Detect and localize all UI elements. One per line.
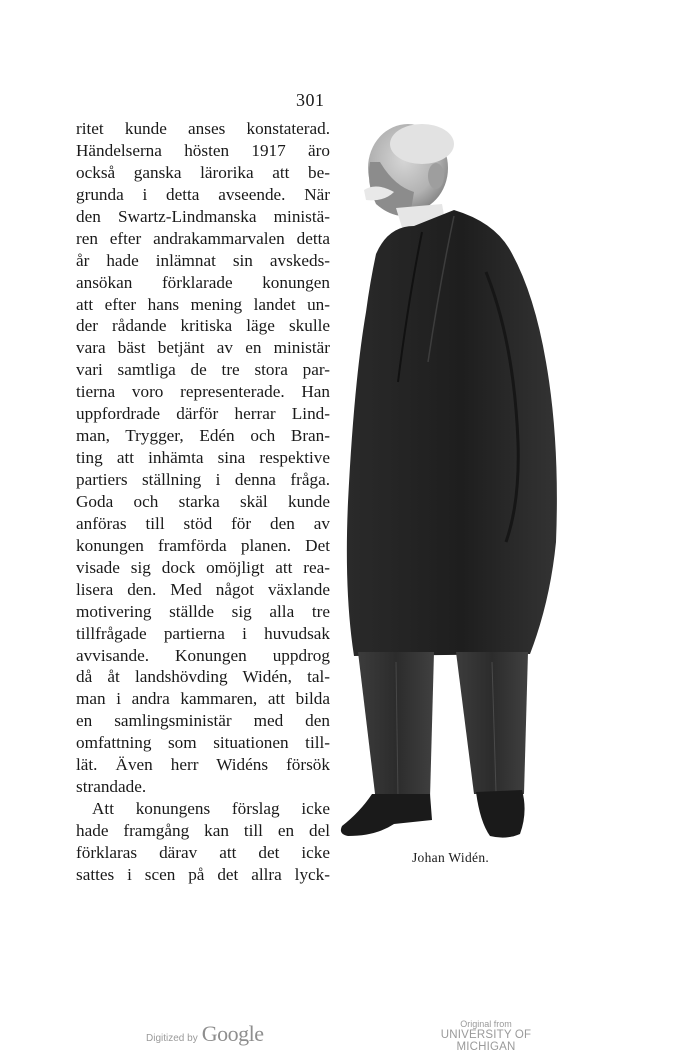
text-line: vari samtliga de tre stora par- (76, 360, 330, 380)
text-line: ting att inhämta sina respektive (76, 448, 330, 468)
text-line: då åt landshövding Widén, tal- (76, 667, 330, 687)
text-line: Att konungens förslag icke (92, 799, 330, 819)
text-line: en samlingsministär med den (76, 711, 330, 731)
google-logo: Google (201, 1021, 264, 1046)
text-line: Goda och starka skäl kunde (76, 491, 330, 511)
text-line: avvisande. Konungen uppdrog (76, 645, 330, 665)
university-label: UNIVERSITY OF MICHIGAN (440, 1029, 532, 1053)
text-line: partiers ställning i denna fråga. (76, 470, 330, 489)
text-line: sattes i scen på det allra lyck- (76, 864, 330, 884)
text-line: hade framgång kan till en del (76, 821, 330, 840)
page-number: 301 (296, 90, 325, 110)
text-line: visade sig dock omöjligt att rea- (76, 557, 330, 577)
digitized-by-watermark (146, 1021, 263, 1047)
text-line: grunda i detta avseende. När (76, 184, 330, 204)
text-line: anföras till stöd för den av (76, 513, 330, 533)
text-line: år hade inlämnat sin avskeds- (76, 250, 330, 270)
text-line: också ganska lärorika att be- (76, 162, 330, 182)
text-line: förklaras därav att det icke (76, 842, 330, 862)
body-text (76, 118, 330, 886)
original-from-watermark (420, 1019, 552, 1053)
text-line: man, Trygger, Edén och Bran- (76, 426, 330, 446)
text-line: uppfordrade därför herrar Lind- (76, 404, 330, 424)
text-line: ritet kunde anses konstaterad. (76, 119, 330, 138)
text-line: konungen framförda planen. Det (76, 535, 330, 555)
text-line: man i andra kammaren, att bilda (76, 689, 330, 709)
text-line: den Swartz-Lindmanska ministä- (76, 206, 330, 226)
original-from-label: Original from (460, 1019, 512, 1029)
text-line: ren efter andrakammarvalen detta (76, 228, 330, 248)
text-line: vara bäst betjänt av en ministär (76, 338, 330, 358)
text-line: tierna voro representerade. Han (76, 382, 330, 402)
text-line: Händelserna hösten 1917 äro (76, 140, 330, 160)
portrait-photo (336, 122, 568, 842)
text-line: strandade. (76, 777, 147, 797)
text-line: der rådande kritiska läge skulle (76, 316, 330, 336)
text-line: motivering ställde sig alla tre (76, 601, 330, 621)
figure-caption: Johan Widén. (412, 850, 490, 865)
text-line: lisera den. Med något växlande (76, 579, 330, 599)
text-line: lät. Även herr Widéns försök (76, 755, 330, 775)
text-line: ansökan förklarade konungen (76, 272, 330, 292)
text-line: tillfrågade partierna i huvudsak (76, 623, 330, 643)
text-line: att efter hans mening landet un- (76, 294, 330, 314)
text-line: omfattning som situationen till- (76, 733, 330, 753)
digitized-by-label: Digitized by (146, 1033, 198, 1044)
